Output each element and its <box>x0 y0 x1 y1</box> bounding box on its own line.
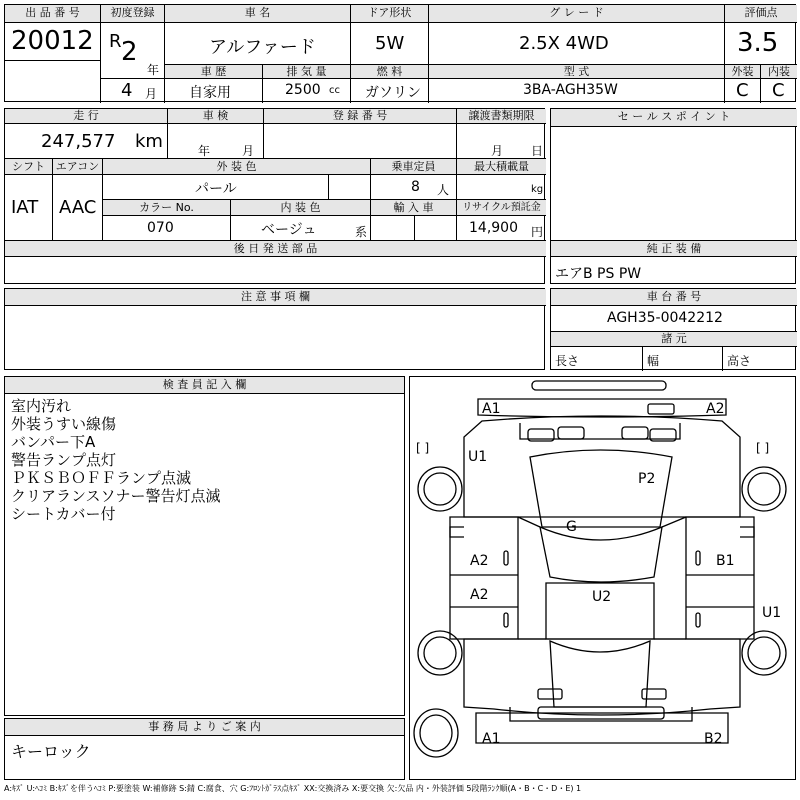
damage-diagram <box>409 376 796 780</box>
recycle-label: リサイクル預託金 <box>457 200 546 216</box>
history-value: 自家用 <box>189 85 231 101</box>
fuel-label: 燃 料 <box>351 65 429 79</box>
transfer-label: 譲渡書類期限 <box>457 109 546 124</box>
exterior-value: C <box>736 80 749 101</box>
transfer-month-unit: 月 <box>491 144 504 158</box>
grade-value: 2.5X 4WD <box>519 33 609 54</box>
displacement-value: 2500 <box>285 82 321 98</box>
width-cell <box>643 347 723 371</box>
interior-value: C <box>772 80 785 101</box>
remark-line: シートカバー付 <box>11 505 116 523</box>
recycle-unit: 円 <box>531 225 544 239</box>
vehicle-info-table <box>4 108 545 284</box>
displacement-unit: cc <box>329 85 340 96</box>
int-color-unit: 系 <box>355 225 368 239</box>
later-parts-label: 後 日 発 送 部 品 <box>5 241 546 257</box>
sales-point-label: セ ー ル ス ポ イ ン ト <box>551 109 797 127</box>
history-label: 車 歴 <box>165 65 263 79</box>
header-table <box>4 4 796 102</box>
height-label: 高さ <box>727 354 752 368</box>
recycle-cell <box>457 216 546 241</box>
history-cell <box>165 79 263 103</box>
shift-cell <box>5 175 53 241</box>
score-cell <box>725 23 797 65</box>
remark-line: クリアランスソナー警告灯点滅 <box>11 487 221 505</box>
import-cell-a <box>371 216 415 241</box>
mark-front-left: A1 <box>482 401 501 417</box>
mark-left-door-front: A2 <box>470 553 489 569</box>
lot-blank-cell <box>5 61 101 103</box>
legend-text: A:ｷｽﾞ U:ﾍｺﾐ B:ｷｽﾞを伴うﾍｺﾐ P:要塗装 W:補修跡 S:錆 C:腐食、穴 G:ﾌﾛﾝﾄｶﾞﾗｽ点ｷｽﾞ XX:交換済み X:要交換 欠:欠品 内・外装評価 5段階ﾗﾝｸ順(A・B・C・D・E) 1 <box>4 784 582 793</box>
car-name-cell <box>165 23 351 65</box>
height-cell <box>723 347 797 371</box>
mark-floor: U2 <box>592 589 612 605</box>
inspector-remarks <box>11 397 221 523</box>
reg-year-value: 2 <box>121 37 138 67</box>
fuel-cell <box>351 79 429 103</box>
length-cell <box>551 347 643 371</box>
mileage-unit: km <box>135 131 163 152</box>
chassis-value: AGH35-0042212 <box>607 310 723 326</box>
chassis-label: 車 台 番 号 <box>551 289 797 306</box>
import-cell-b <box>415 216 457 241</box>
mark-rear-left: A1 <box>482 731 501 747</box>
caution-label: 注 意 事 項 欄 <box>5 289 546 306</box>
model-label: 型 式 <box>429 65 725 79</box>
model-value: 3BA-AGH35W <box>523 82 618 98</box>
reg-year-unit: 年 <box>147 63 160 77</box>
mileage-cell <box>5 124 168 159</box>
bracket-left: [ ] <box>416 441 430 455</box>
genuine-cell <box>551 257 797 285</box>
ac-value: AAC <box>59 197 97 218</box>
mark-left-door-rear: A2 <box>470 587 489 603</box>
door-label: ドア形状 <box>351 5 429 23</box>
score-label: 評価点 <box>725 5 797 23</box>
grade-cell <box>429 23 725 65</box>
max-load-label: 最大積載量 <box>457 159 546 175</box>
reg-month-value: 4 <box>121 80 133 101</box>
exterior-cell <box>725 79 761 103</box>
ext-color-cell <box>103 175 329 200</box>
lot-number-cell <box>5 23 101 61</box>
import-label: 輸 入 車 <box>371 200 457 216</box>
inspection-year-unit: 年 <box>198 144 211 158</box>
mark-left-top: U1 <box>468 449 488 465</box>
mark-rear-right: B2 <box>704 731 723 747</box>
caution-box <box>4 288 545 370</box>
later-parts-cell <box>5 257 546 285</box>
mileage-label: 走 行 <box>5 109 168 124</box>
bracket-right: [ ] <box>756 441 770 455</box>
remark-line: 室内汚れ <box>11 397 72 415</box>
reg-month-cell <box>101 79 165 103</box>
genuine-value: エアB PS PW <box>555 266 642 282</box>
capacity-cell <box>371 175 457 200</box>
sales-point-box <box>550 108 796 284</box>
int-color-value: ベージュ <box>261 222 317 238</box>
displacement-label: 排 気 量 <box>263 65 351 79</box>
sales-point-cell <box>551 127 797 241</box>
width-label: 幅 <box>647 354 660 368</box>
lot-number-value: 20012 <box>11 26 94 56</box>
remark-line: 警告ランプ点灯 <box>11 451 117 469</box>
inspector-box <box>4 376 405 716</box>
mileage-value: 247,577 <box>41 131 116 152</box>
color-no-label: カラー No. <box>103 200 231 216</box>
chassis-box <box>550 288 796 370</box>
reg-no-label: 登 録 番 号 <box>264 109 457 124</box>
mark-right-door-front: B1 <box>716 553 735 569</box>
mark-roof: P2 <box>638 471 656 487</box>
exterior-label: 外装 <box>725 65 761 79</box>
grade-label: グ レ ー ド <box>429 5 725 23</box>
genuine-label: 純 正 装 備 <box>551 241 797 257</box>
door-cell <box>351 23 429 65</box>
transfer-day-unit: 日 <box>531 144 544 158</box>
era-value: R <box>109 31 122 52</box>
interior-cell <box>761 79 797 103</box>
length-label: 長さ <box>555 354 580 368</box>
capacity-label: 乗車定員 <box>371 159 457 175</box>
mark-right-rear: U1 <box>762 605 782 621</box>
reg-month-unit: 月 <box>145 87 158 101</box>
ext-color-extra-cell <box>329 175 371 200</box>
fuel-value: ガソリン <box>365 85 421 101</box>
door-value: 5W <box>375 33 405 54</box>
remark-line: ＰＫＳＢＯＦＦランプ点滅 <box>11 469 192 487</box>
car-name-label: 車 名 <box>165 5 351 23</box>
specs-label: 諸 元 <box>551 332 797 347</box>
car-name-value: アルファード <box>209 37 316 58</box>
first-reg-label: 初度登録 <box>101 5 165 23</box>
transfer-cell <box>457 124 546 159</box>
office-text: キーロック <box>11 742 91 761</box>
recycle-value: 14,900 <box>469 220 518 236</box>
car-outline-svg <box>410 377 795 779</box>
ac-cell <box>53 175 103 241</box>
shift-value: IAT <box>11 197 39 218</box>
reg-no-cell <box>264 124 457 159</box>
ext-color-value: パール <box>195 181 237 197</box>
inspection-cell <box>168 124 264 159</box>
office-title: 事 務 局 よ り ご 案 内 <box>5 719 404 736</box>
max-load-cell <box>457 175 546 200</box>
lot-number-label: 出 品 番 号 <box>5 5 101 23</box>
first-reg-cell <box>101 23 165 79</box>
office-box <box>4 718 405 780</box>
inspection-month-unit: 月 <box>242 144 255 158</box>
remark-line: バンパー下A <box>11 433 96 451</box>
interior-label: 内装 <box>761 65 797 79</box>
mark-front-right: A2 <box>706 401 725 417</box>
score-value: 3.5 <box>737 28 779 58</box>
chassis-cell <box>551 306 797 332</box>
capacity-unit: 人 <box>437 183 450 197</box>
color-no-cell <box>103 216 231 241</box>
displacement-cell <box>263 79 351 103</box>
capacity-value: 8 <box>411 179 420 195</box>
int-color-cell <box>231 216 371 241</box>
shift-label: シフト <box>5 159 53 175</box>
ext-color-label: 外 装 色 <box>103 159 371 175</box>
remark-line: 外装うすい線傷 <box>11 415 117 433</box>
mark-glass: G <box>566 519 577 535</box>
color-no-value: 070 <box>147 220 174 236</box>
int-color-label: 内 装 色 <box>231 200 371 216</box>
inspection-label: 車 検 <box>168 109 264 124</box>
model-cell <box>429 79 725 103</box>
ac-label: エアコン <box>53 159 103 175</box>
inspector-title: 検 査 員 記 入 欄 <box>5 377 404 394</box>
max-load-unit: kg <box>531 184 544 195</box>
